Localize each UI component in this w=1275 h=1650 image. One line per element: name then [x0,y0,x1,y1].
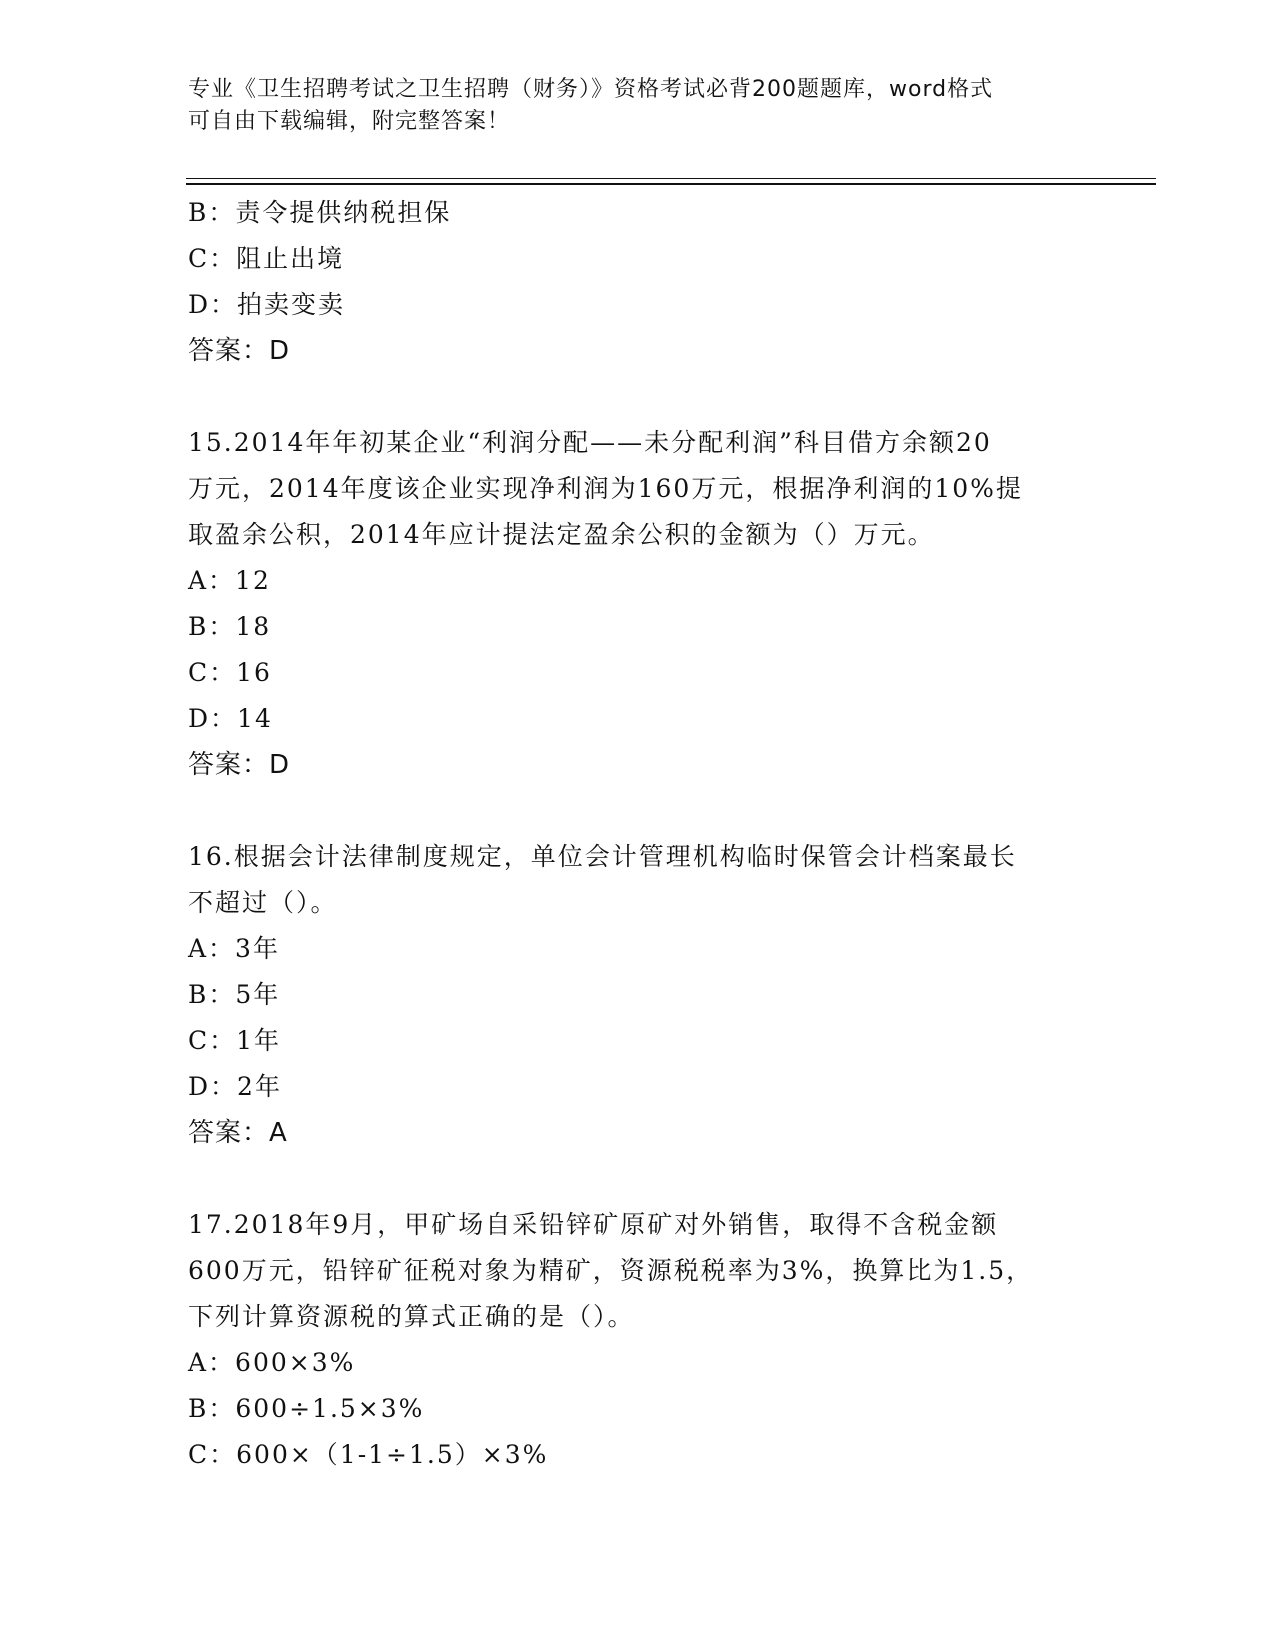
option-c: C：1年 [188,1026,282,1055]
question-text-line: 不超过（）。 [188,888,338,917]
header-line-2: 可自由下载编辑，附完整答案！ [188,109,511,134]
option-d: D：2年 [188,1072,282,1101]
document-body [188,190,1088,1478]
option-c: C：600×（1-1÷1.5）×3% [188,1440,549,1469]
answer: 答案：D [188,336,291,366]
option-b: B：5年 [188,980,281,1009]
question-15 [188,420,1088,788]
option-d: D：拍卖变卖 [188,290,346,319]
option-d: D：14 [188,704,273,733]
option-a: A：12 [188,566,271,595]
option-a: A：3年 [188,934,280,963]
header-line-1: 专业《卫生招聘考试之卫生招聘（财务）》资格考试必背200题题库，word格式 [188,77,994,102]
question-text-line: 16.根据会计法律制度规定，单位会计管理机构临时保管会计档案最长 [188,842,1017,871]
option-b: B：600÷1.5×3% [188,1394,425,1423]
option-b: B：责令提供纳税担保 [188,198,452,227]
answer: 答案：D [188,750,291,780]
document-header [188,74,1068,138]
option-c: C：16 [188,658,272,687]
option-b: B：18 [188,612,272,641]
question-text-line: 17.2018年9月，甲矿场自采铅锌矿原矿对外销售，取得不含税金额 [188,1210,999,1239]
header-rule-thin [186,178,1156,179]
question-16 [188,834,1088,1156]
question-text-line: 万元，2014年度该企业实现净利润为160万元，根据净利润的10%提 [188,474,1023,503]
question-17 [188,1202,1088,1478]
header-rule-thick [186,183,1156,185]
option-c: C：阻止出境 [188,244,345,273]
answer: 答案：A [188,1118,288,1148]
option-a: A：600×3% [188,1348,356,1377]
question-text-line: 取盈余公积，2014年应计提法定盈余公积的金额为（）万元。 [188,520,935,549]
question-text-line: 15.2014年年初某企业“利润分配——未分配利润”科目借方余额20 [188,428,992,457]
question-text-line: 600万元，铅锌矿征税对象为精矿，资源税税率为3%，换算比为1.5， [188,1256,1034,1285]
question-text-line: 下列计算资源税的算式正确的是（）。 [188,1302,635,1331]
question-14-remainder [188,190,1088,374]
